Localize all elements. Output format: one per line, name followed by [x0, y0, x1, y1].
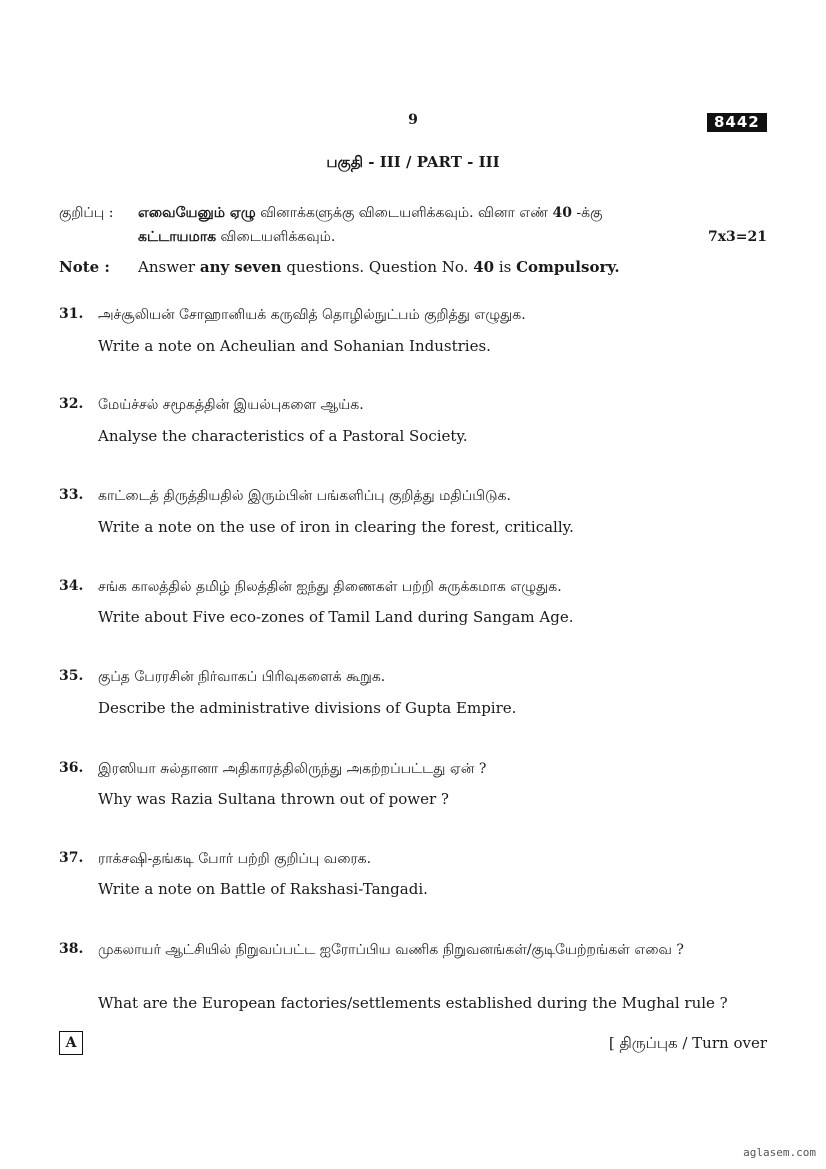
question-number: 35. — [59, 668, 84, 684]
note-en-label: Note : — [59, 258, 110, 276]
note-en-text — [138, 257, 620, 277]
question-text-en: Write a note on the use of iron in clearing the forest, critically. — [98, 518, 574, 536]
question-text-en: What are the European factories/settlements established during the Mughal rule ? — [98, 994, 728, 1012]
question-text-en: Write a note on Acheulian and Sohanian Industries. — [98, 337, 491, 355]
question-text-ta: மேய்ச்சல் சமூகத்தின் இயல்புகளை ஆய்க. — [98, 397, 364, 413]
question-text-ta: சங்க காலத்தில் தமிழ் நிலத்தின் ஐந்து திணைகள் பற்றி சுருக்கமாக எழுதுக. — [98, 579, 562, 595]
question-number: 31. — [59, 306, 84, 322]
note-ta-label: குறிப்பு : — [59, 205, 114, 221]
series-code-box: A — [59, 1031, 83, 1055]
question-text-en: Analyse the characteristics of a Pastoral Society. — [98, 427, 468, 445]
paper-code-badge: 8442 — [707, 113, 767, 132]
note-ta-bold1: எவையேனும் ஏழு — [138, 205, 256, 221]
note-en-text3: is — [494, 258, 517, 276]
note-ta-text1: வினாக்களுக்கு விடையளிக்கவும். வினா எண் — [255, 205, 553, 221]
note-ta-line2 — [138, 227, 335, 247]
question-number: 33. — [59, 487, 84, 503]
question-text-ta: ராக்சஷி-தங்கடி போர் பற்றி குறிப்பு வரைக. — [98, 851, 372, 867]
question-text-ta: அச்சூலியன் சோஹானியக் கருவித் தொழில்நுட்பம் குறித்து எழுதுக. — [98, 307, 526, 323]
note-ta-text2: -க்கு — [571, 205, 603, 221]
note-en-bold2: 40 — [473, 258, 495, 276]
marks-allotment: 7x3=21 — [707, 229, 767, 245]
question-text-ta: குப்த பேரரசின் நிர்வாகப் பிரிவுகளைக் கூறுக. — [98, 669, 386, 685]
question-text-ta: காட்டைத் திருத்தியதில் இரும்பின் பங்களிப்பு குறித்து மதிப்பிடுக. — [98, 488, 511, 504]
question-text-en: Describe the administrative divisions of Gupta Empire. — [98, 699, 517, 717]
question-text-en: Why was Razia Sultana thrown out of power ? — [98, 790, 449, 808]
question-number: 37. — [59, 850, 84, 866]
question-text-en: Write about Five eco-zones of Tamil Land during Sangam Age. — [98, 608, 574, 626]
question-text-ta: முகலாயர் ஆட்சியில் நிறுவப்பட்ட ஐரோப்பிய வணிக நிறுவனங்கள்/குடியேற்றங்கள் எவை ? — [98, 942, 684, 958]
note-en-bold3: Compulsory. — [516, 258, 620, 276]
part-title: பகுதி - III / PART - III — [326, 153, 500, 171]
note-en-text2: questions. Question No. — [281, 258, 474, 276]
note-ta-line1 — [138, 203, 768, 223]
question-number: 38. — [59, 941, 84, 957]
note-ta-bold2: 40 — [552, 205, 572, 221]
note-en-bold1: any seven — [199, 258, 282, 276]
question-number: 34. — [59, 578, 84, 594]
note-ta-text3: விடையளிக்கவும். — [216, 229, 336, 245]
page-number: 9 — [408, 112, 418, 128]
question-text-en: Write a note on Battle of Rakshasi-Tangadi. — [98, 880, 428, 898]
question-number: 32. — [59, 396, 84, 412]
note-en-text1: Answer — [138, 258, 200, 276]
watermark: aglasem.com — [743, 1146, 816, 1159]
question-text-ta: இரஸியா சுல்தானா அதிகாரத்திலிருந்து அகற்றப்பட்டது ஏன் ? — [98, 761, 487, 777]
turn-over-label: [ திருப்புக / Turn over — [608, 1034, 767, 1052]
note-ta-bold3: கட்டாயமாக — [138, 229, 217, 245]
question-number: 36. — [59, 760, 84, 776]
